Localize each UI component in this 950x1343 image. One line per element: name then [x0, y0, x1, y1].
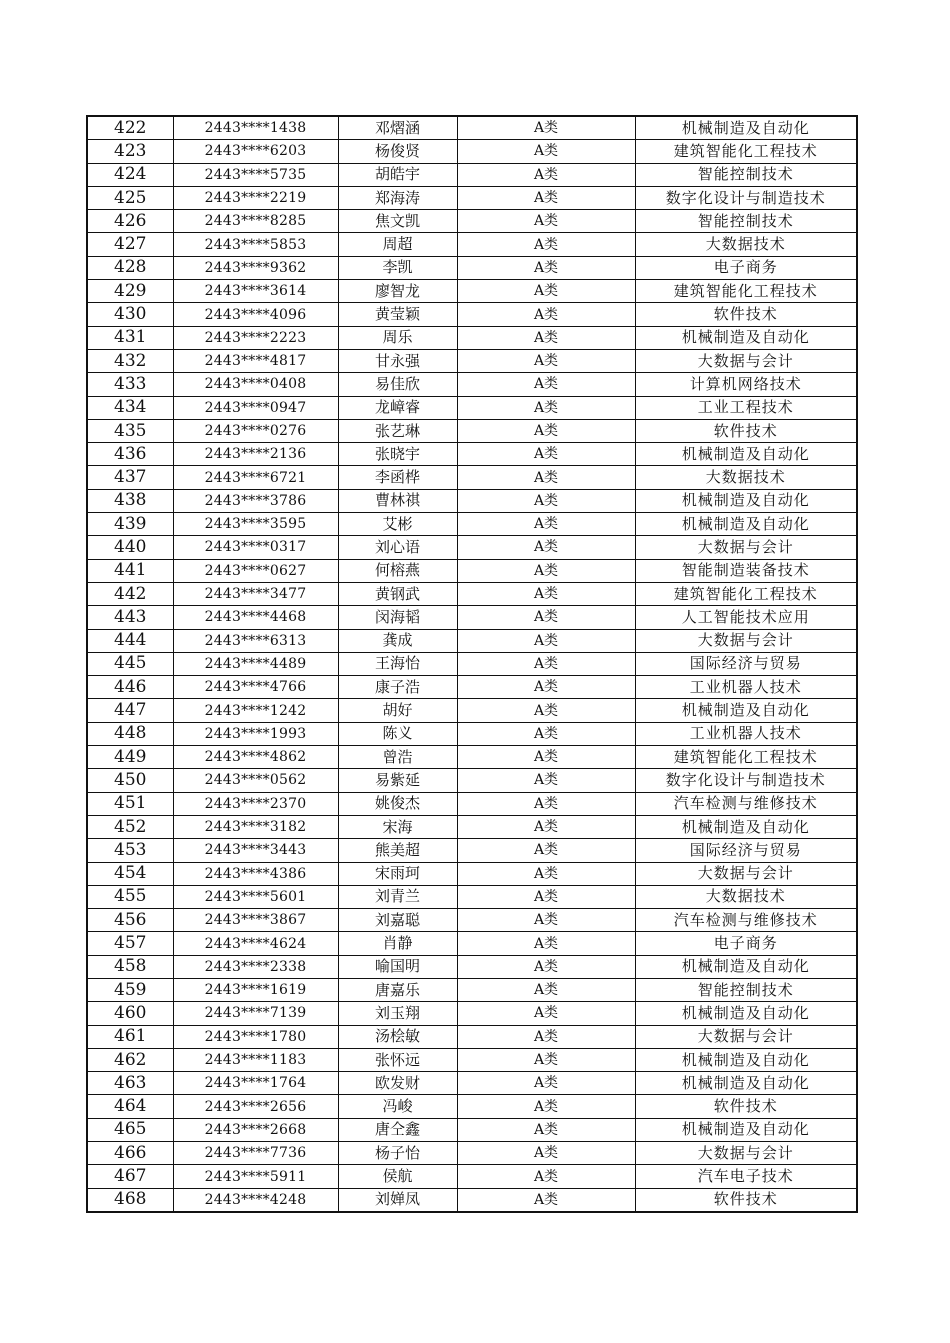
table-row: [87, 280, 857, 303]
student-name-cell: 曹林祺: [338, 489, 457, 512]
student-name-cell: 刘玉翔: [338, 1002, 457, 1025]
candidate-id-cell: 2443****5853: [173, 233, 338, 256]
category-cell: A类: [457, 1025, 635, 1048]
candidate-id-cell: 2443****4766: [173, 676, 338, 699]
row-number-cell: 444: [87, 629, 173, 652]
row-number-cell: 435: [87, 419, 173, 442]
student-name-cell: 杨子怡: [338, 1142, 457, 1165]
major-cell: 机械制造及自动化: [635, 1118, 857, 1141]
candidate-id-cell: 2443****6313: [173, 629, 338, 652]
student-name-cell: 艾彬: [338, 513, 457, 536]
table-row: [87, 536, 857, 559]
major-cell: 计算机网络技术: [635, 373, 857, 396]
row-number-cell: 449: [87, 746, 173, 769]
table-row: [87, 396, 857, 419]
table-row: [87, 1072, 857, 1095]
major-cell: 软件技术: [635, 1095, 857, 1118]
candidate-id-cell: 2443****5735: [173, 163, 338, 186]
category-cell: A类: [457, 349, 635, 372]
major-cell: 机械制造及自动化: [635, 326, 857, 349]
candidate-id-cell: 2443****7139: [173, 1002, 338, 1025]
candidate-id-cell: 2443****2668: [173, 1118, 338, 1141]
category-cell: A类: [457, 140, 635, 163]
category-cell: A类: [457, 116, 635, 140]
student-name-cell: 黄莹颖: [338, 303, 457, 326]
candidate-id-cell: 2443****0317: [173, 536, 338, 559]
category-cell: A类: [457, 443, 635, 466]
category-cell: A类: [457, 839, 635, 862]
category-cell: A类: [457, 676, 635, 699]
major-cell: 机械制造及自动化: [635, 489, 857, 512]
category-cell: A类: [457, 885, 635, 908]
row-number-cell: 468: [87, 1188, 173, 1212]
major-cell: 大数据与会计: [635, 1025, 857, 1048]
category-cell: A类: [457, 373, 635, 396]
student-name-cell: 喻国明: [338, 955, 457, 978]
category-cell: A类: [457, 746, 635, 769]
row-number-cell: 454: [87, 862, 173, 885]
candidate-id-cell: 2443****3182: [173, 815, 338, 838]
student-name-cell: 闵海韬: [338, 606, 457, 629]
student-name-cell: 廖智龙: [338, 280, 457, 303]
row-number-cell: 448: [87, 722, 173, 745]
candidate-id-cell: 2443****5911: [173, 1165, 338, 1188]
candidate-id-cell: 2443****1242: [173, 699, 338, 722]
row-number-cell: 458: [87, 955, 173, 978]
category-cell: A类: [457, 769, 635, 792]
category-cell: A类: [457, 1002, 635, 1025]
row-number-cell: 428: [87, 256, 173, 279]
major-cell: 工业机器人技术: [635, 722, 857, 745]
row-number-cell: 462: [87, 1048, 173, 1071]
student-name-cell: 张怀远: [338, 1048, 457, 1071]
table-row: [87, 303, 857, 326]
major-cell: 大数据与会计: [635, 629, 857, 652]
student-name-cell: 郑海涛: [338, 186, 457, 209]
table-row: [87, 676, 857, 699]
row-number-cell: 427: [87, 233, 173, 256]
table-row: [87, 1188, 857, 1212]
major-cell: 数字化设计与制造技术: [635, 186, 857, 209]
major-cell: 软件技术: [635, 303, 857, 326]
table-row: [87, 815, 857, 838]
major-cell: 汽车检测与维修技术: [635, 792, 857, 815]
candidate-id-cell: 2443****2370: [173, 792, 338, 815]
category-cell: A类: [457, 326, 635, 349]
category-cell: A类: [457, 396, 635, 419]
candidate-id-cell: 2443****2219: [173, 186, 338, 209]
category-cell: A类: [457, 792, 635, 815]
candidate-id-cell: 2443****8285: [173, 210, 338, 233]
major-cell: 智能控制技术: [635, 978, 857, 1001]
row-number-cell: 443: [87, 606, 173, 629]
table-row: [87, 932, 857, 955]
row-number-cell: 438: [87, 489, 173, 512]
candidate-id-cell: 2443****0947: [173, 396, 338, 419]
row-number-cell: 433: [87, 373, 173, 396]
row-number-cell: 450: [87, 769, 173, 792]
table-row: [87, 140, 857, 163]
row-number-cell: 466: [87, 1142, 173, 1165]
student-name-cell: 肖静: [338, 932, 457, 955]
major-cell: 大数据技术: [635, 466, 857, 489]
student-name-cell: 姚俊杰: [338, 792, 457, 815]
table-row: [87, 419, 857, 442]
major-cell: 汽车检测与维修技术: [635, 909, 857, 932]
major-cell: 机械制造及自动化: [635, 699, 857, 722]
row-number-cell: 426: [87, 210, 173, 233]
major-cell: 机械制造及自动化: [635, 116, 857, 140]
table-row: [87, 606, 857, 629]
table-row: [87, 373, 857, 396]
candidate-id-cell: 2443****1619: [173, 978, 338, 1001]
candidate-id-cell: 2443****1993: [173, 722, 338, 745]
table-row: [87, 186, 857, 209]
student-name-cell: 欧发财: [338, 1072, 457, 1095]
category-cell: A类: [457, 1072, 635, 1095]
category-cell: A类: [457, 582, 635, 605]
table-row: [87, 256, 857, 279]
row-number-cell: 446: [87, 676, 173, 699]
category-cell: A类: [457, 186, 635, 209]
category-cell: A类: [457, 1118, 635, 1141]
candidate-id-cell: 2443****3595: [173, 513, 338, 536]
student-name-cell: 李凯: [338, 256, 457, 279]
student-name-cell: 唐仝鑫: [338, 1118, 457, 1141]
major-cell: 机械制造及自动化: [635, 955, 857, 978]
student-name-cell: 龙嶂睿: [338, 396, 457, 419]
candidate-id-cell: 2443****0276: [173, 419, 338, 442]
candidate-id-cell: 2443****2338: [173, 955, 338, 978]
table-row: [87, 326, 857, 349]
student-name-cell: 冯峻: [338, 1095, 457, 1118]
candidate-id-cell: 2443****0562: [173, 769, 338, 792]
major-cell: 机械制造及自动化: [635, 443, 857, 466]
row-number-cell: 445: [87, 652, 173, 675]
table-row: [87, 163, 857, 186]
major-cell: 大数据与会计: [635, 349, 857, 372]
candidate-id-cell: 2443****2136: [173, 443, 338, 466]
row-number-cell: 447: [87, 699, 173, 722]
student-name-cell: 陈义: [338, 722, 457, 745]
student-name-cell: 胡好: [338, 699, 457, 722]
table-row: [87, 116, 857, 140]
table-row: [87, 978, 857, 1001]
student-name-cell: 宋海: [338, 815, 457, 838]
student-name-cell: 王海怡: [338, 652, 457, 675]
student-name-cell: 宋雨珂: [338, 862, 457, 885]
row-number-cell: 436: [87, 443, 173, 466]
row-number-cell: 464: [87, 1095, 173, 1118]
student-name-cell: 侯航: [338, 1165, 457, 1188]
student-name-cell: 汤桧敏: [338, 1025, 457, 1048]
student-name-cell: 张艺琳: [338, 419, 457, 442]
category-cell: A类: [457, 629, 635, 652]
row-number-cell: 432: [87, 349, 173, 372]
category-cell: A类: [457, 606, 635, 629]
table-row: [87, 769, 857, 792]
row-number-cell: 457: [87, 932, 173, 955]
category-cell: A类: [457, 978, 635, 1001]
row-number-cell: 451: [87, 792, 173, 815]
category-cell: A类: [457, 280, 635, 303]
student-name-cell: 胡皓宇: [338, 163, 457, 186]
student-name-cell: 唐嘉乐: [338, 978, 457, 1001]
student-name-cell: 龚成: [338, 629, 457, 652]
table-row: [87, 1002, 857, 1025]
candidate-id-cell: 2443****2656: [173, 1095, 338, 1118]
student-name-cell: 易佳欣: [338, 373, 457, 396]
category-cell: A类: [457, 163, 635, 186]
major-cell: 智能控制技术: [635, 210, 857, 233]
row-number-cell: 442: [87, 582, 173, 605]
table-row: [87, 210, 857, 233]
major-cell: 软件技术: [635, 1188, 857, 1212]
student-name-cell: 刘嘉聪: [338, 909, 457, 932]
student-name-cell: 曾浩: [338, 746, 457, 769]
major-cell: 机械制造及自动化: [635, 1002, 857, 1025]
candidate-id-cell: 2443****4386: [173, 862, 338, 885]
table-row: [87, 1025, 857, 1048]
table-row: [87, 443, 857, 466]
major-cell: 软件技术: [635, 419, 857, 442]
student-name-cell: 刘婵凤: [338, 1188, 457, 1212]
student-name-cell: 康子浩: [338, 676, 457, 699]
table-row: [87, 349, 857, 372]
category-cell: A类: [457, 699, 635, 722]
student-name-cell: 甘永强: [338, 349, 457, 372]
candidate-id-cell: 2443****3614: [173, 280, 338, 303]
row-number-cell: 453: [87, 839, 173, 862]
candidate-id-cell: 2443****0408: [173, 373, 338, 396]
table-row: [87, 652, 857, 675]
major-cell: 建筑智能化工程技术: [635, 140, 857, 163]
student-name-cell: 周超: [338, 233, 457, 256]
table-row: [87, 862, 857, 885]
major-cell: 电子商务: [635, 256, 857, 279]
major-cell: 工业机器人技术: [635, 676, 857, 699]
candidate-id-cell: 2443****3477: [173, 582, 338, 605]
candidate-id-cell: 2443****0627: [173, 559, 338, 582]
table-row: [87, 1048, 857, 1071]
candidate-id-cell: 2443****4248: [173, 1188, 338, 1212]
candidate-id-cell: 2443****3786: [173, 489, 338, 512]
row-number-cell: 455: [87, 885, 173, 908]
category-cell: A类: [457, 466, 635, 489]
candidate-id-cell: 2443****1183: [173, 1048, 338, 1071]
row-number-cell: 441: [87, 559, 173, 582]
table-row: [87, 1118, 857, 1141]
major-cell: 国际经济与贸易: [635, 839, 857, 862]
student-name-cell: 焦文凯: [338, 210, 457, 233]
row-number-cell: 422: [87, 116, 173, 140]
candidate-id-cell: 2443****4624: [173, 932, 338, 955]
candidate-id-cell: 2443****4096: [173, 303, 338, 326]
major-cell: 人工智能技术应用: [635, 606, 857, 629]
category-cell: A类: [457, 932, 635, 955]
student-name-cell: 周乐: [338, 326, 457, 349]
student-name-cell: 张晓宇: [338, 443, 457, 466]
table-row: [87, 629, 857, 652]
student-name-cell: 熊美超: [338, 839, 457, 862]
admission-roster-table: [86, 115, 858, 1213]
candidate-id-cell: 2443****6203: [173, 140, 338, 163]
category-cell: A类: [457, 559, 635, 582]
major-cell: 智能控制技术: [635, 163, 857, 186]
major-cell: 数字化设计与制造技术: [635, 769, 857, 792]
category-cell: A类: [457, 1142, 635, 1165]
table-row: [87, 513, 857, 536]
row-number-cell: 434: [87, 396, 173, 419]
major-cell: 大数据与会计: [635, 1142, 857, 1165]
category-cell: A类: [457, 1165, 635, 1188]
major-cell: 建筑智能化工程技术: [635, 280, 857, 303]
major-cell: 电子商务: [635, 932, 857, 955]
category-cell: A类: [457, 536, 635, 559]
table-row: [87, 489, 857, 512]
major-cell: 机械制造及自动化: [635, 815, 857, 838]
table-row: [87, 466, 857, 489]
category-cell: A类: [457, 1188, 635, 1212]
row-number-cell: 460: [87, 1002, 173, 1025]
student-name-cell: 李函桦: [338, 466, 457, 489]
table-row: [87, 582, 857, 605]
row-number-cell: 459: [87, 978, 173, 1001]
major-cell: 大数据与会计: [635, 536, 857, 559]
table-row: [87, 233, 857, 256]
category-cell: A类: [457, 815, 635, 838]
candidate-id-cell: 2443****2223: [173, 326, 338, 349]
major-cell: 大数据技术: [635, 233, 857, 256]
category-cell: A类: [457, 489, 635, 512]
category-cell: A类: [457, 1048, 635, 1071]
row-number-cell: 430: [87, 303, 173, 326]
row-number-cell: 456: [87, 909, 173, 932]
candidate-id-cell: 2443****4468: [173, 606, 338, 629]
row-number-cell: 425: [87, 186, 173, 209]
category-cell: A类: [457, 233, 635, 256]
candidate-id-cell: 2443****3443: [173, 839, 338, 862]
candidate-id-cell: 2443****3867: [173, 909, 338, 932]
candidate-id-cell: 2443****5601: [173, 885, 338, 908]
table-row: [87, 909, 857, 932]
row-number-cell: 437: [87, 466, 173, 489]
table-row: [87, 746, 857, 769]
major-cell: 汽车电子技术: [635, 1165, 857, 1188]
major-cell: 机械制造及自动化: [635, 1072, 857, 1095]
major-cell: 大数据技术: [635, 885, 857, 908]
row-number-cell: 424: [87, 163, 173, 186]
category-cell: A类: [457, 210, 635, 233]
student-name-cell: 易紫延: [338, 769, 457, 792]
candidate-id-cell: 2443****1438: [173, 116, 338, 140]
candidate-id-cell: 2443****4862: [173, 746, 338, 769]
major-cell: 机械制造及自动化: [635, 513, 857, 536]
major-cell: 国际经济与贸易: [635, 652, 857, 675]
table-row: [87, 885, 857, 908]
category-cell: A类: [457, 419, 635, 442]
category-cell: A类: [457, 955, 635, 978]
candidate-id-cell: 2443****6721: [173, 466, 338, 489]
category-cell: A类: [457, 513, 635, 536]
table-row: [87, 792, 857, 815]
row-number-cell: 463: [87, 1072, 173, 1095]
student-name-cell: 杨俊贤: [338, 140, 457, 163]
row-number-cell: 452: [87, 815, 173, 838]
table-row: [87, 699, 857, 722]
table-row: [87, 559, 857, 582]
candidate-id-cell: 2443****7736: [173, 1142, 338, 1165]
candidate-id-cell: 2443****9362: [173, 256, 338, 279]
major-cell: 大数据与会计: [635, 862, 857, 885]
roster-body: [87, 116, 857, 1212]
candidate-id-cell: 2443****4817: [173, 349, 338, 372]
major-cell: 机械制造及自动化: [635, 1048, 857, 1071]
table-row: [87, 1142, 857, 1165]
category-cell: A类: [457, 303, 635, 326]
table-row: [87, 955, 857, 978]
row-number-cell: 439: [87, 513, 173, 536]
category-cell: A类: [457, 862, 635, 885]
student-name-cell: 邓熠涵: [338, 116, 457, 140]
major-cell: 智能制造装备技术: [635, 559, 857, 582]
category-cell: A类: [457, 652, 635, 675]
student-name-cell: 何榕燕: [338, 559, 457, 582]
category-cell: A类: [457, 256, 635, 279]
table-row: [87, 839, 857, 862]
student-name-cell: 黄钢武: [338, 582, 457, 605]
major-cell: 建筑智能化工程技术: [635, 746, 857, 769]
major-cell: 建筑智能化工程技术: [635, 582, 857, 605]
student-name-cell: 刘青兰: [338, 885, 457, 908]
row-number-cell: 467: [87, 1165, 173, 1188]
major-cell: 工业工程技术: [635, 396, 857, 419]
category-cell: A类: [457, 909, 635, 932]
row-number-cell: 423: [87, 140, 173, 163]
row-number-cell: 461: [87, 1025, 173, 1048]
row-number-cell: 465: [87, 1118, 173, 1141]
row-number-cell: 431: [87, 326, 173, 349]
candidate-id-cell: 2443****1764: [173, 1072, 338, 1095]
candidate-id-cell: 2443****4489: [173, 652, 338, 675]
category-cell: A类: [457, 722, 635, 745]
student-name-cell: 刘心语: [338, 536, 457, 559]
row-number-cell: 440: [87, 536, 173, 559]
table-row: [87, 1165, 857, 1188]
table-row: [87, 722, 857, 745]
table-row: [87, 1095, 857, 1118]
row-number-cell: 429: [87, 280, 173, 303]
category-cell: A类: [457, 1095, 635, 1118]
candidate-id-cell: 2443****1780: [173, 1025, 338, 1048]
